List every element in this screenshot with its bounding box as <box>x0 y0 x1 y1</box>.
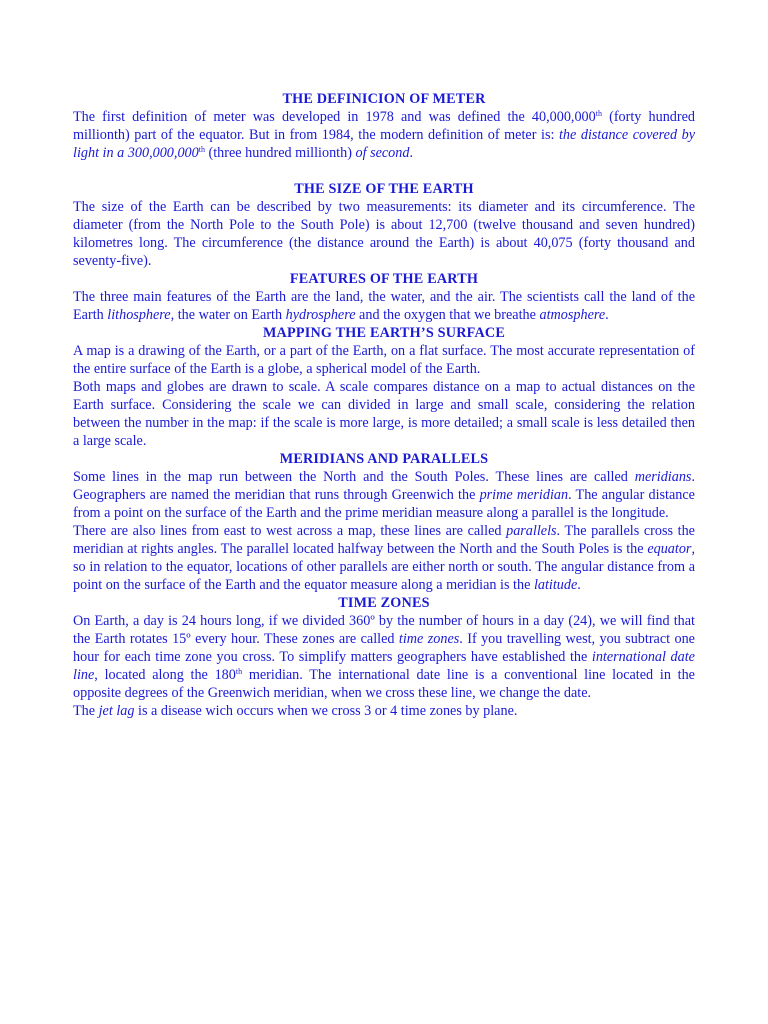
paragraph-mapping-2: Both maps and globes are drawn to scale. A scale compares distance on a map to actual distances on the Earth surface. Considering the scale we can divided in large and small scale, considering the relation between the number in the map: if the scale is more large, is more detailed; a small scale is less detailed then a large scale. <box>73 379 695 449</box>
text-run: is a disease wich occurs when we cross 3 or 4 time zones by plane. <box>134 703 518 719</box>
text-run: The <box>73 703 99 719</box>
italic-term: equator <box>647 541 692 557</box>
text-run: , so in relation to the equator, locations of other parallels are either north or south. The angular distance from a point on the surface of the Earth and the equator measure along a meridian is the <box>73 541 695 593</box>
italic-term: the distance covered by light in a 300,000,000 <box>73 127 696 161</box>
text-run: . Geographers are named the meridian that runs through Greenwich the <box>73 469 695 503</box>
superscript: th <box>198 145 205 154</box>
heading-mapping-surface: MAPPING THE EARTH’S SURFACE <box>262 325 506 341</box>
paragraph-mapping-1: A map is a drawing of the Earth, or a part of the Earth, on a flat surface. The most accurate representation of the entire surface of the Earth is a globe, a spherical model of the Earth. <box>73 343 695 377</box>
superscript: th <box>235 667 243 676</box>
paragraph-meter <box>73 108 695 162</box>
document-page <box>73 90 695 720</box>
text-run: On Earth, a day is 24 hours long, if we divided 360º by the number of hours in a day (24), we will find that the Earth rotates 15º every hour. These zones are called <box>73 613 695 647</box>
paragraph-meridians-2 <box>73 522 695 594</box>
italic-term: atmosphere <box>539 307 606 323</box>
text-run: The three main features of the Earth are the land, the water, and the air. The scientists call the land of the Earth <box>73 289 695 323</box>
text-run: . If you travelling west, you subtract one hour for each time zone you cross. To simplify matters geographers have established the <box>73 631 695 665</box>
paragraph-meridians-1 <box>73 468 695 522</box>
italic-term: international date line <box>73 649 695 683</box>
italic-term: hydrosphere <box>285 307 356 323</box>
heading-size-of-earth: THE SIZE OF THE EARTH <box>294 181 474 197</box>
superscript: th <box>595 109 602 118</box>
heading-time-zones: TIME ZONES <box>338 595 430 611</box>
italic-term: jet lag <box>98 703 135 719</box>
text-run: . The parallels cross the meridian at rights angles. The parallel located halfway between the North and the South Poles is the <box>73 523 695 557</box>
italic-term: of second <box>355 145 410 161</box>
text-run: . The angular distance from a point on the surface of the Earth and the prime meridian measure along a parallel is the longitude. <box>73 487 695 521</box>
text-run: (three hundred millionth) <box>204 145 356 161</box>
text-run: . <box>605 307 609 323</box>
text-run: , located along the 180 <box>94 667 236 683</box>
text-run: meridian. The international date line is a conventional line located in the opposite degrees of the Greenwich meridian, when we cross these line, we change the date. <box>73 667 695 701</box>
paragraph-timezones-1 <box>73 612 695 702</box>
text-run: , the water on Earth <box>170 307 286 323</box>
text-run: (forty hundred millionth) part of the equator. But in from 1984, the modern definition of meter is: <box>73 109 696 143</box>
text-run: Some lines in the map run between the North and the South Poles. These lines are called <box>73 469 635 485</box>
heading-features-of-earth: FEATURES OF THE EARTH <box>289 271 479 287</box>
heading-meridians-parallels: MERIDIANS AND PARALLELS <box>279 451 489 467</box>
text-run: . <box>577 577 581 593</box>
section-spacer <box>73 162 695 180</box>
italic-term: latitude <box>533 577 578 593</box>
italic-term: meridians <box>634 469 692 485</box>
italic-term: parallels <box>506 523 557 539</box>
italic-term: prime meridian <box>479 487 569 503</box>
paragraph-features <box>73 288 695 324</box>
paragraph-timezones-2 <box>73 702 695 720</box>
text-run: and the oxygen that we breathe <box>355 307 540 323</box>
text-run: There are also lines from east to west across a map, these lines are called <box>73 523 507 539</box>
italic-term: time zones <box>398 631 460 647</box>
paragraph-size: The size of the Earth can be described by two measurements: its diameter and its circumference. The diameter (from the North Pole to the South Pole) is about 12,700 (twelve thousand and seven hundred) kilometres long. The circumference (the distance around the Earth) is about 40,075 (forty thousand and seventy-five). <box>73 199 695 269</box>
text-run: . <box>409 145 414 161</box>
italic-term: lithosphere <box>107 307 171 323</box>
heading-definition-of-meter: THE DEFINICION OF METER <box>282 91 486 107</box>
text-run: The first definition of meter was developed in 1978 and was defined the 40,000,000 <box>73 109 596 125</box>
